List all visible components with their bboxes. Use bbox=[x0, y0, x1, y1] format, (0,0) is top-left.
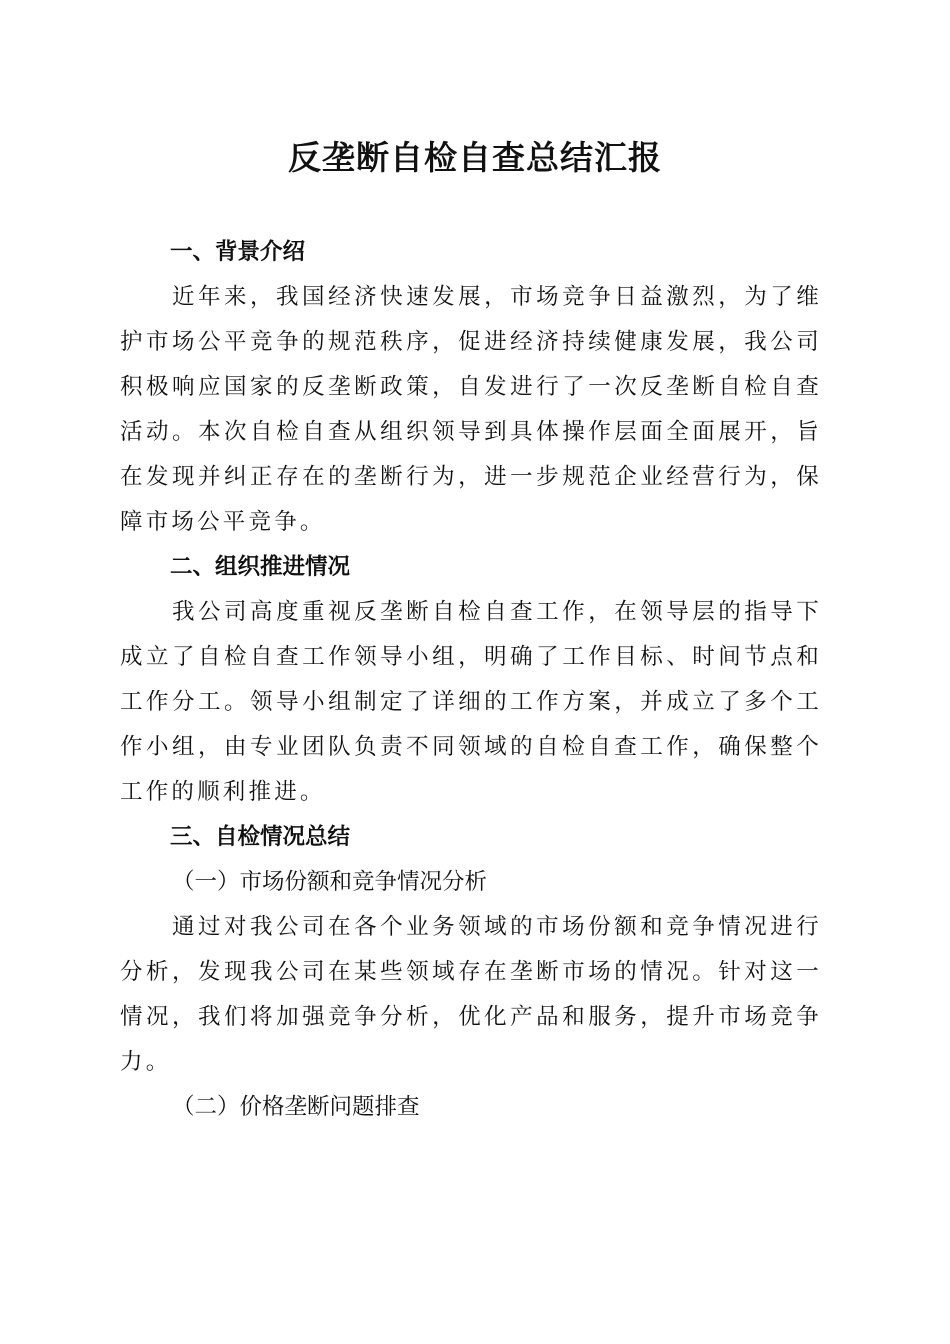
section-heading-organization: 二、组织推进情况 bbox=[170, 554, 351, 580]
document-title: 反垄断自检自查总结汇报 bbox=[288, 138, 662, 177]
subsection-heading-price-monopoly: （二）价格垄断问题排查 bbox=[172, 1094, 420, 1120]
section-heading-summary: 三、自检情况总结 bbox=[170, 824, 351, 850]
subsection-paragraph-market-share: 通过对我公司在各个业务领域的市场份额和竞争情况进行分析，发现我公司在某些领域存在垄断市场的情况。针对这一情况，我们将加强竞争分析，优化产品和服务，提升市场竞争力。 bbox=[120, 914, 822, 1075]
subsection-heading-market-share: （一）市场份额和竞争情况分析 bbox=[172, 869, 488, 895]
section-paragraph-organization: 我公司高度重视反垄断自检自查工作，在领导层的指导下成立了自检自查工作领导小组，明确了工作目标、时间节点和工作分工。领导小组制定了详细的工作方案，并成立了多个工作小组，由专业团队负责不同领域的自检自查工作，确保整个工作的顺利推进。 bbox=[120, 599, 822, 805]
document-body bbox=[120, 230, 822, 1130]
section-paragraph-background: 近年来，我国经济快速发展，市场竞争日益激烈，为了维护市场公平竞争的规范秩序，促进经济持续健康发展，我公司积极响应国家的反垄断政策，自发进行了一次反垄断自检自查活动。本次自检自查从组织领导到具体操作层面全面展开，旨在发现并纠正存在的垄断行为，进一步规范企业经营行为，保障市场公平竞争。 bbox=[120, 284, 822, 535]
section-heading-background: 一、背景介绍 bbox=[170, 239, 306, 265]
